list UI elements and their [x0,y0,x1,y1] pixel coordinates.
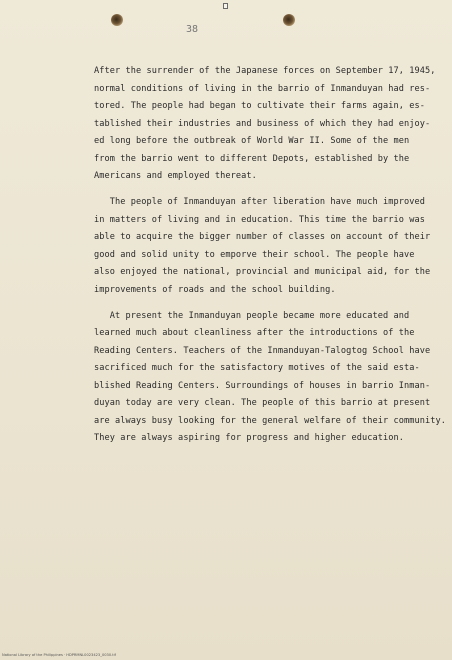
text-line: learned much about cleanliness after the introductions of the [94,328,415,338]
text-line: from the barrio went to different Depots, established by the [94,153,410,164]
text-line: sacrificed much for the satisfactory motives of the said esta- [94,363,420,373]
punch-hole-right [283,14,295,26]
text-line: Reading Centers. Teachers of the Inmanduyan-Talogtog School have [94,345,431,356]
paragraph [94,63,444,186]
text-line: They are always aspiring for progress and higher education. [94,433,404,443]
text-line: also enjoyed the national, provincial and municipal aid, for the [94,267,431,277]
text-line: After the surrender of the Japanese forces on September 17, 1945, [94,66,436,76]
punch-hole-left [111,14,123,26]
text-line: improvements of roads and the school building. [94,284,336,295]
text-line: blished Reading Centers. Surroundings of houses in barrio Inman- [94,380,431,391]
text-line: At present the Inmanduyan people became more educated and [94,310,410,321]
text-line: tored. The people had began to cultivate their farms again, es- [94,101,425,111]
text-line: The people of Inmanduyan after liberation have much improved [94,197,425,207]
text-line: duyan today are very clean. The people of this barrio at present [94,398,431,408]
text-line: good and solid unity to emporve their school. The people have [94,249,415,260]
body-text [94,63,447,456]
footer-text: National Library of the Philippines · HDPRMNL0023423_0030.tif [2,653,116,657]
text-line: tablished their industries and business of which they had enjoy- [94,118,431,129]
page-number: 38 [186,24,199,35]
text-line: able to acquire the bigger number of classes on account of their [94,232,431,242]
top-marker [223,3,228,9]
text-line: ed long before the outbreak of World War II. Some of the men [94,136,410,146]
text-line: normal conditions of living in the barrio of Inmanduyan had res- [94,83,431,94]
text-line: are always busy looking for the general welfare of their community. [94,415,447,426]
text-line: in matters of living and in education. This time the barrio was [94,214,425,225]
paragraph [94,308,447,448]
text-line: Americans and employed thereat. [94,171,257,181]
paragraph [94,194,444,299]
